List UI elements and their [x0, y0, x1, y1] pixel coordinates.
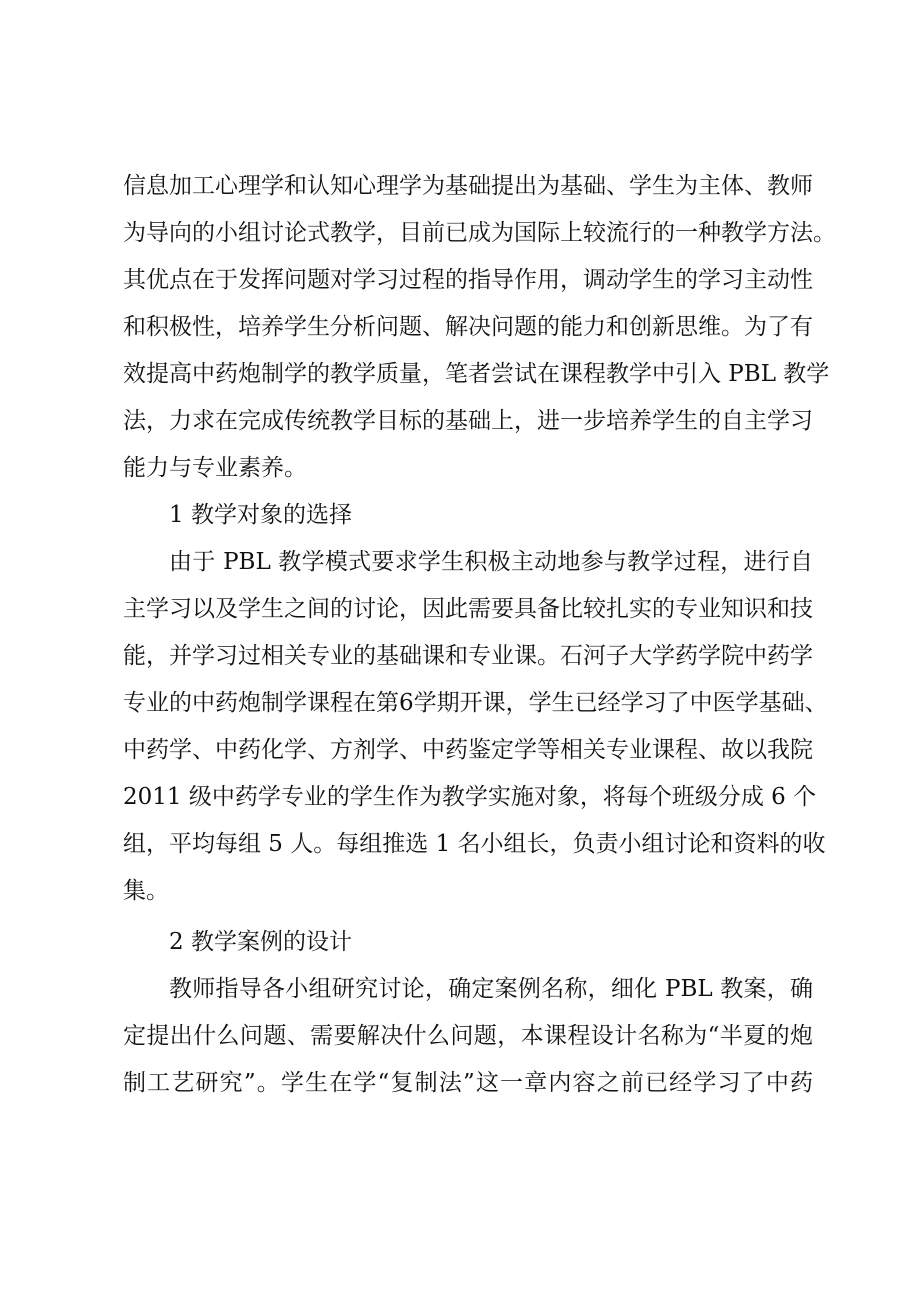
text-line: 定提出什么问题、需要解决什么问题，本课程设计名称为“半夏的炮 — [123, 1023, 813, 1049]
section-heading-1 — [123, 492, 813, 539]
text-line: 和积极性，培养学生分析问题、解决问题的能力和创新思维。为了有 — [123, 314, 813, 340]
text-line: 集。 — [123, 878, 169, 904]
intro-paragraph — [123, 163, 836, 492]
text-line: 中药学、中药化学、方剂学、中药鉴定学等相关专业课程、故以我院 — [123, 737, 813, 763]
section-1-paragraph — [123, 539, 828, 915]
text-line: 2011 级中药学专业的学生作为教学实施对象，将每个班级分成 6 个 — [123, 784, 817, 810]
section-heading-2 — [123, 919, 813, 966]
text-line: 能，并学习过相关专业的基础课和专业课。石河子大学药学院中药学 — [123, 643, 813, 669]
text-line: 信息加工心理学和认知心理学为基础提出为基础、学生为主体、教师 — [123, 173, 813, 199]
heading-text: 2 教学案例的设计 — [169, 929, 352, 955]
text-line: 组，平均每组 5 人。每组推选 1 名小组长，负责小组讨论和资料的收 — [123, 831, 826, 857]
text-line: 法，力求在完成传统教学目标的基础上，进一步培养学生的自主学习 — [123, 408, 813, 434]
text-line: 能力与专业素养。 — [123, 455, 307, 481]
text-line: 效提高中药炮制学的教学质量，笔者尝试在课程教学中引入 PBL 教学 — [123, 361, 830, 387]
heading-text: 1 教学对象的选择 — [169, 502, 352, 528]
text-line: 其优点在于发挥问题对学习过程的指导作用，调动学生的学习主动性 — [123, 267, 813, 293]
text-line: 主学习以及学生之间的讨论，因此需要具备比较扎实的专业知识和技 — [123, 596, 813, 622]
text-line: 由于 PBL 教学模式要求学生积极主动地参与教学过程，进行自 — [169, 549, 813, 575]
text-line: 制工艺研究”。学生在学“复制法”这一章内容之前已经学习了中药 — [123, 1070, 813, 1096]
section-2-paragraph — [123, 966, 813, 1107]
text-line: 专业的中药炮制学课程在第6学期开课，学生已经学习了中医学基础、 — [123, 690, 828, 716]
text-line: 教师指导各小组研究讨论，确定案例名称，细化 PBL 教案，确 — [169, 976, 813, 1002]
text-line: 为导向的小组讨论式教学，目前已成为国际上较流行的一种教学方法。 — [123, 220, 836, 246]
document-body — [123, 163, 836, 1107]
